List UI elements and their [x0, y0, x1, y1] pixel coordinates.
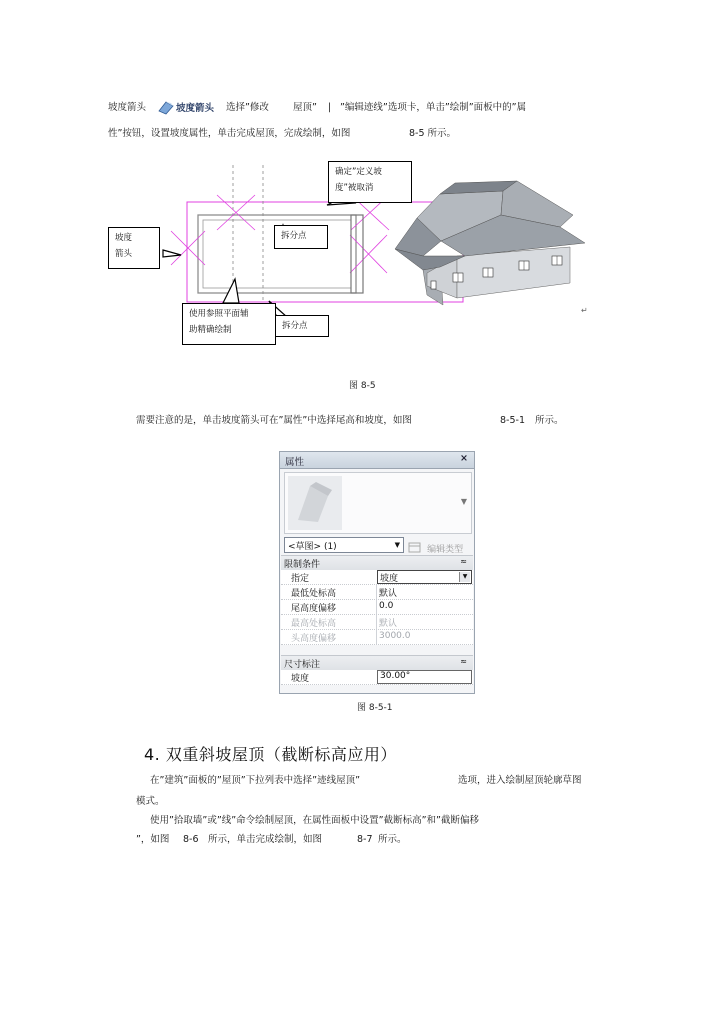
para2-text-c: 所示。 [535, 415, 564, 426]
chevron-down-icon: ▼ [394, 541, 400, 549]
slope-arrow-tool-label: 坡度箭头 [176, 103, 215, 114]
instance-selector[interactable] [284, 537, 404, 553]
edit-type-button[interactable] [408, 537, 463, 553]
intro-text-b: 选择”修改 [226, 102, 269, 113]
type-selector-row [284, 537, 470, 553]
slope-arrow-tool [158, 99, 220, 115]
type-thumbnail [288, 476, 342, 530]
prop-row-base-level[interactable] [281, 585, 473, 600]
para2-text-b: 8-5-1 [500, 415, 525, 426]
intro-text-g: 8-5 所示。 [409, 128, 457, 139]
properties-panel [279, 451, 475, 694]
properties-title: 属性 [285, 457, 305, 468]
section4-p2-e: 8-7 [357, 834, 373, 845]
section-constraints[interactable] [281, 555, 473, 570]
prop-key: 尾高度偏移 [291, 604, 337, 614]
intro-text-c: 屋顶” [293, 102, 317, 113]
prop-key: 坡度 [291, 674, 310, 684]
prop-key: 头高度偏移 [291, 634, 337, 644]
callout-reference-plane-line1: 使用参照平面辅 [189, 309, 249, 319]
specify-dropdown[interactable] [377, 570, 472, 584]
intro-text-a: 坡度箭头 [108, 102, 147, 113]
prop-value: 0.0 [379, 601, 394, 611]
slope-value-field[interactable] [377, 670, 472, 684]
edit-type-icon [408, 542, 422, 554]
prop-value: 30.00° [380, 671, 411, 681]
section4-p2-d: 所示，单击完成绘制，如图 [208, 834, 323, 845]
prop-row-head-offset [281, 630, 473, 645]
section4-p2-a: 使用”拾取墙”或”线”命令绘制屋顶，在属性面板中设置”截断标高”和”截断偏移 [150, 815, 479, 826]
section4-p2-f: 所示。 [378, 834, 407, 845]
house-3d-view [395, 181, 585, 305]
callout-slope-arrow [108, 227, 160, 269]
type-preview[interactable] [284, 472, 472, 534]
section-dimensions-label: 尺寸标注 [284, 660, 321, 670]
prop-row-top-level [281, 615, 473, 630]
return-mark: ↵ [581, 306, 588, 315]
slope-arrow-icon [158, 99, 174, 115]
section4-p1-b: 选项，进入绘制屋顶轮廓草图 [458, 775, 582, 786]
collapse-icon[interactable]: ≈ [460, 557, 467, 566]
chevron-down-icon[interactable]: ▼ [460, 497, 467, 506]
intro-text-f: 性”按钮，设置坡度属性，单击完成屋顶，完成绘制，如图 [108, 128, 351, 139]
prop-value: 默认 [379, 619, 398, 629]
section4-p1-a: 在”建筑”面板的”屋顶”下拉列表中选择”迹线屋顶” [150, 775, 361, 786]
section-constraints-label: 限制条件 [284, 560, 321, 570]
chevron-down-icon[interactable]: ▼ [459, 572, 470, 582]
section4-heading: 4. 双重斜坡屋顶（截断标高应用） [144, 745, 397, 764]
section4-p2-b: ”，如图 [136, 834, 170, 845]
close-icon[interactable]: × [460, 453, 468, 464]
para2-text-a: 需要注意的是，单击坡度箭头可在”属性”中选择尾高和坡度，如图 [136, 415, 412, 426]
callout-split-point-2: 拆分点 [275, 315, 329, 337]
callout-slope-arrow-line2: 箭头 [115, 249, 133, 259]
callout-define-slope-line1: 确定”定义坡 [335, 167, 382, 177]
prop-key: 最高处标高 [291, 619, 337, 629]
callout-reference-plane-line2: 助精确绘制 [189, 325, 232, 335]
callout-define-slope-line2: 度”被取消 [335, 183, 374, 193]
properties-title-bar [280, 452, 474, 469]
callout-split-point-1: 拆分点 [274, 225, 328, 249]
prop-value: 默认 [379, 589, 398, 599]
edit-type-label: 编辑类型 [427, 545, 464, 555]
figure-8-5-1-caption: 图 8-5-1 [357, 703, 393, 713]
section-dimensions[interactable] [281, 655, 473, 670]
prop-row-tail-offset[interactable] [281, 600, 473, 615]
callout-reference-plane [182, 303, 276, 345]
prop-value: 3000.0 [379, 631, 411, 641]
section4-p1-c: 模式。 [136, 796, 165, 807]
prop-key: 最低处标高 [291, 589, 337, 599]
callout-define-slope [328, 161, 412, 203]
figure-8-5-caption: 图 8-5 [349, 381, 376, 391]
prop-row-slope[interactable] [281, 670, 473, 685]
prop-key: 指定 [291, 574, 310, 584]
prop-row-specify[interactable] [281, 570, 473, 585]
section4-p2-c: 8-6 [183, 834, 199, 845]
callout-slope-arrow-line1: 坡度 [115, 233, 133, 243]
collapse-icon[interactable]: ≈ [460, 657, 467, 666]
intro-text-e: ”编辑迹线”选项卡，单击”绘制”面板中的”属 [340, 102, 527, 113]
intro-text-d: | [328, 102, 332, 113]
instance-selector-value: <草图> (1) [288, 542, 337, 552]
prop-value: 坡度 [380, 574, 399, 584]
roof-type-icon [288, 476, 342, 530]
